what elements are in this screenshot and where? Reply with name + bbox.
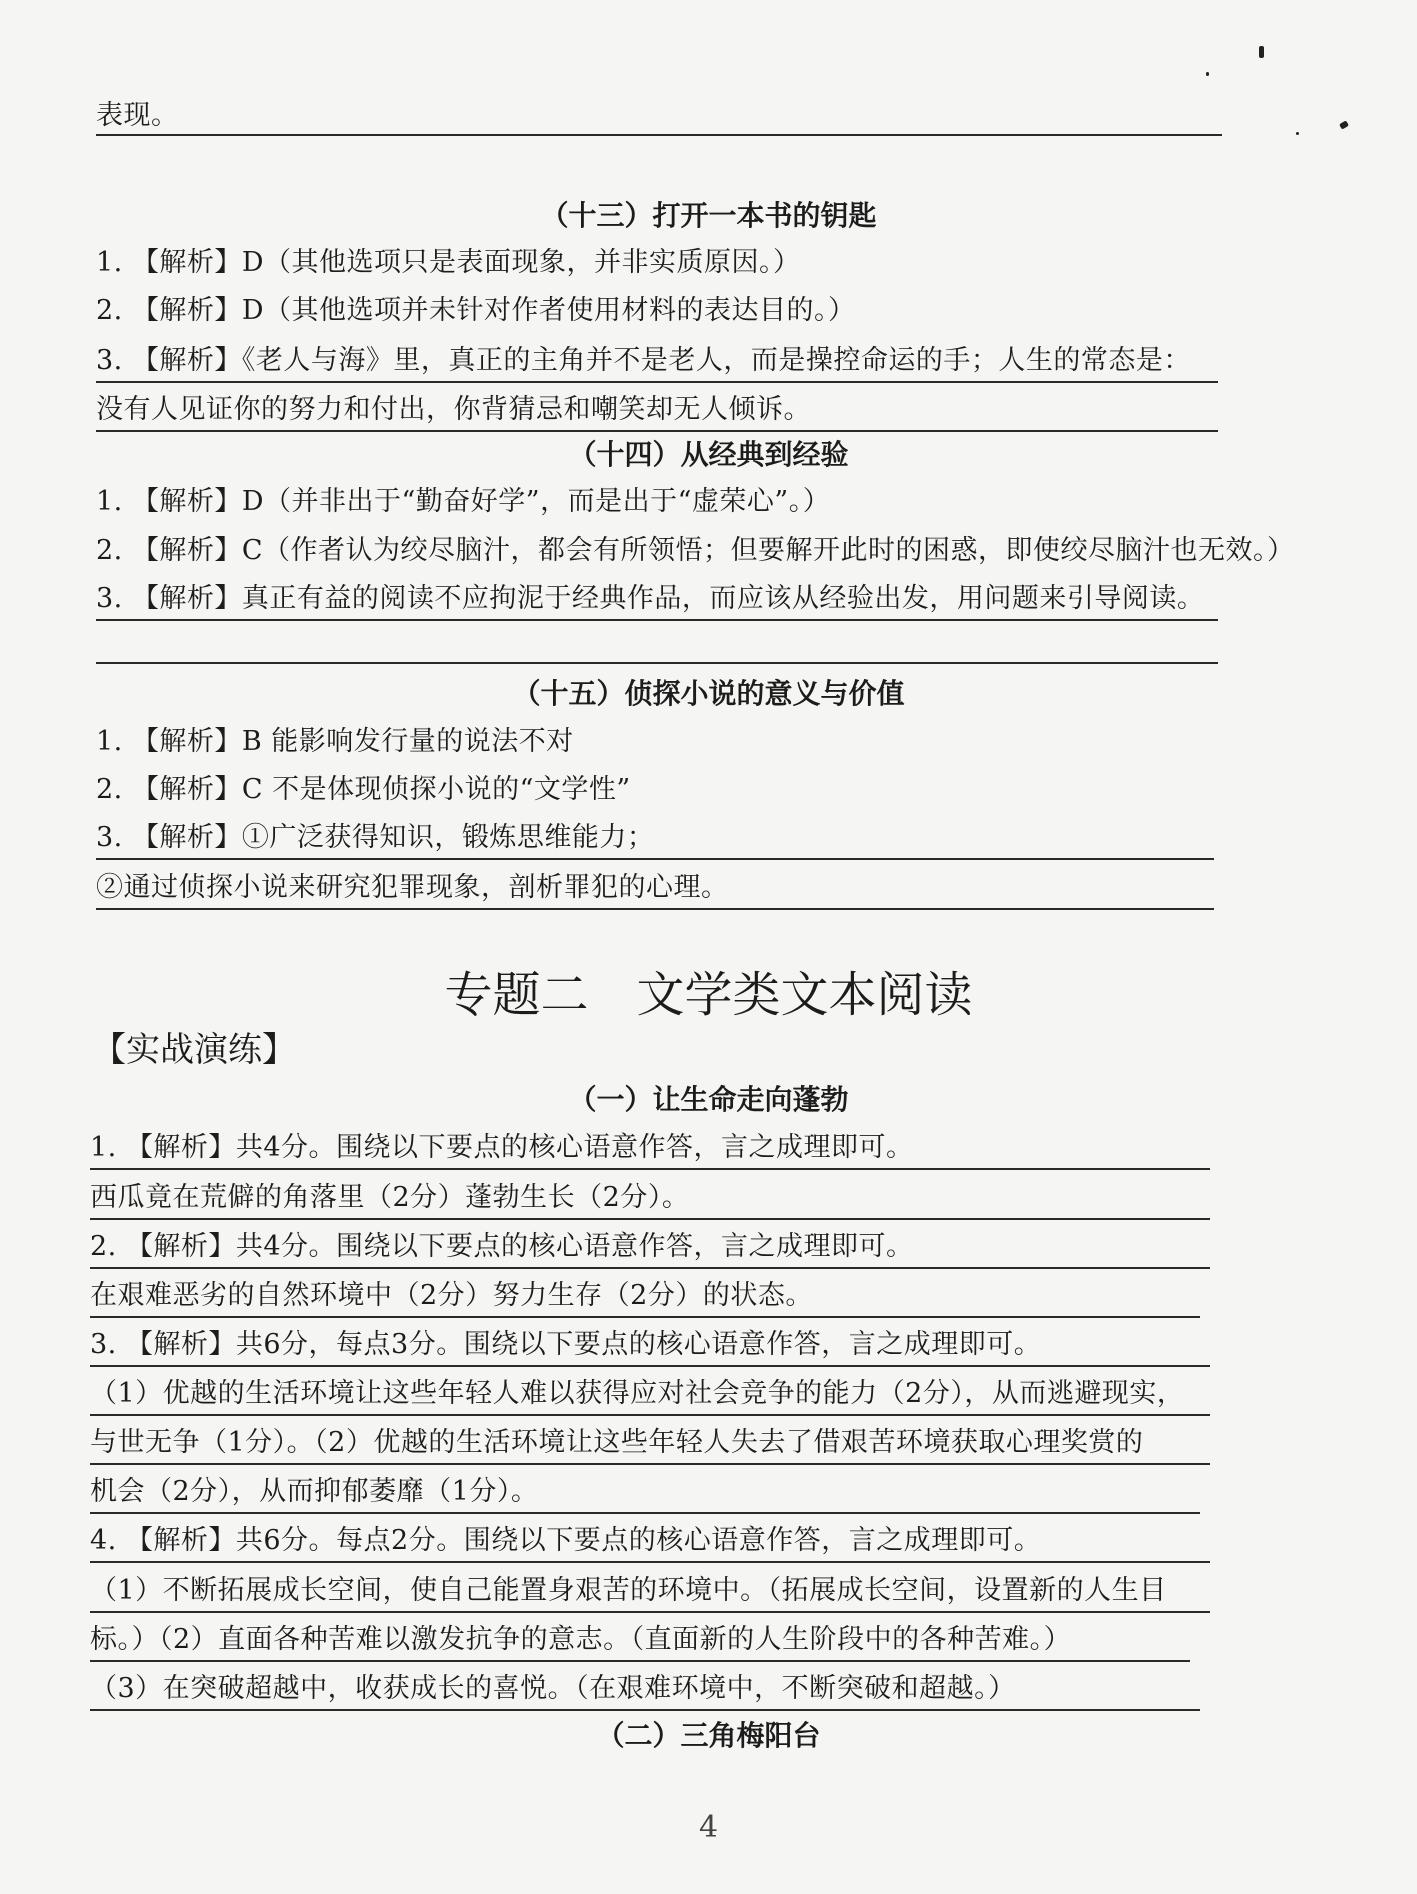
answer-line: （1）不断拓展成长空间，使自己能置身艰苦的环境中。（拓展成长空间，设置新的人生目	[90, 1573, 1210, 1613]
answer-line: 1. 【解析】B 能影响发行量的说法不对	[96, 726, 574, 757]
text-line: 表现。	[96, 100, 179, 131]
answer-line: 标。）（2）直面各种苦难以激发抗争的意志。（直面新的人生阶段中的各种苦难。）	[90, 1622, 1190, 1662]
scan-speck	[1206, 72, 1209, 76]
underline	[96, 662, 1218, 664]
section-heading: （二）三角梅阳台	[596, 1719, 821, 1752]
section-heading: （十五）侦探小说的意义与价值	[512, 677, 905, 710]
section-heading: （十四）从经典到经验	[568, 438, 849, 471]
answer-line: 2. 【解析】C（作者认为绞尽脑汁，都会有所领悟；但要解开此时的困惑，即使绞尽脑汁也无效。）	[96, 535, 1295, 566]
answer-line: 1. 【解析】D（其他选项只是表面现象，并非实质原因。）	[96, 247, 801, 278]
answer-line: 2. 【解析】C 不是体现侦探小说的“文学性”	[96, 774, 631, 805]
answer-line: 1. 【解析】D（并非出于“勤奋好学”，而是出于“虚荣心”。）	[96, 486, 831, 517]
answer-line: 在艰难恶劣的自然环境中（2分）努力生存（2分）的状态。	[90, 1278, 1200, 1318]
practice-heading: 【实战演练】	[92, 1030, 296, 1070]
scan-speck	[1259, 46, 1264, 58]
answer-line: 2. 【解析】D（其他选项并未针对作者使用材料的表达目的。）	[96, 295, 856, 326]
answer-line: ②通过侦探小说来研究犯罪现象，剖析罪犯的心理。	[96, 870, 1214, 910]
section-heading: （十三）打开一本书的钥匙	[540, 199, 877, 232]
answer-line: 3. 【解析】共6分，每点3分。围绕以下要点的核心语意作答，言之成理即可。	[90, 1327, 1210, 1367]
scan-speck	[1339, 120, 1349, 129]
answer-line: 与世无争（1分）。（2）优越的生活环境让这些年轻人失去了借艰苦环境获取心理奖赏的	[90, 1425, 1210, 1465]
scan-speck	[1296, 132, 1299, 135]
answer-line: （1）优越的生活环境让这些年轻人难以获得应对社会竞争的能力（2分），从而逃避现实，	[90, 1376, 1210, 1416]
answer-line: 没有人见证你的努力和付出，你背猜忌和嘲笑却无人倾诉。	[96, 392, 1218, 432]
answer-line: 机会（2分），从而抑郁萎靡（1分）。	[90, 1474, 1200, 1514]
answer-line: 4. 【解析】共6分。每点2分。围绕以下要点的核心语意作答，言之成理即可。	[90, 1523, 1210, 1563]
answer-line: （3）在突破超越中，收获成长的喜悦。（在艰难环境中，不断突破和超越。）	[90, 1671, 1200, 1711]
topic-title: 专题二 文学类文本阅读	[444, 967, 973, 1023]
answer-line: 1. 【解析】共4分。围绕以下要点的核心语意作答，言之成理即可。	[90, 1130, 1210, 1170]
section-heading: （一）让生命走向蓬勃	[568, 1083, 849, 1116]
page-number: 4	[698, 1810, 719, 1845]
answer-line: 3. 【解析】①广泛获得知识，锻炼思维能力；	[96, 820, 1214, 860]
answer-line: 2. 【解析】共4分。围绕以下要点的核心语意作答，言之成理即可。	[90, 1229, 1210, 1269]
underline	[96, 134, 1222, 136]
answer-line: 3. 【解析】《老人与海》里，真正的主角并不是老人，而是操控命运的手；人生的常态是：	[96, 343, 1218, 383]
answer-line: 3. 【解析】真正有益的阅读不应拘泥于经典作品，而应该从经验出发，用问题来引导阅读。	[96, 581, 1218, 621]
answer-line: 西瓜竟在荒僻的角落里（2分）蓬勃生长（2分）。	[90, 1180, 1210, 1220]
